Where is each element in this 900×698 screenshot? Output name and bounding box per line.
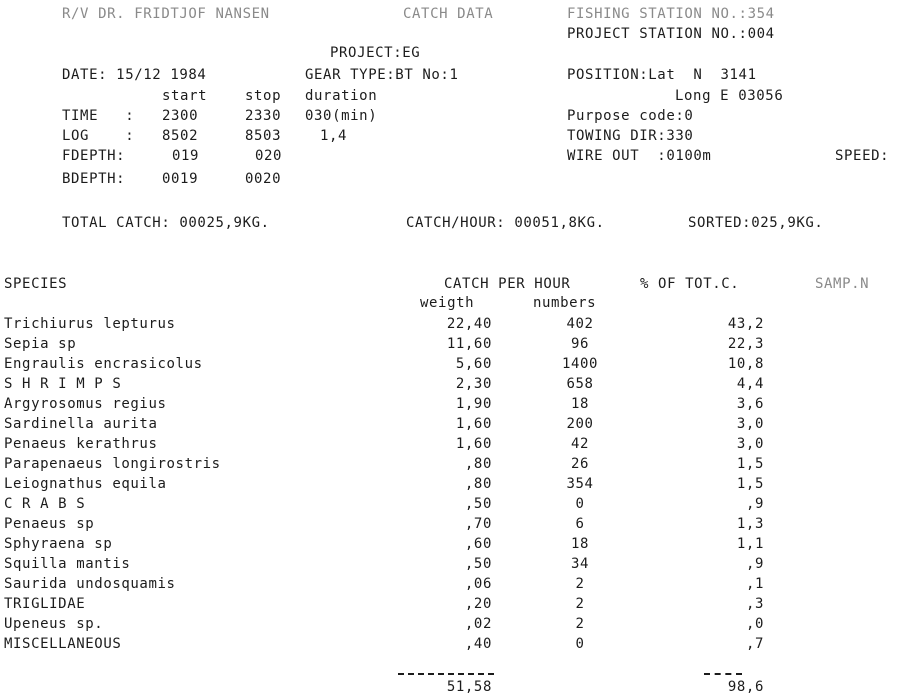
catch-numbers: 2 — [575, 596, 585, 612]
catch-numbers: 18 — [570, 536, 590, 552]
time-duration: 030(min) — [305, 108, 378, 124]
catch-weight: ,80 — [464, 456, 492, 472]
catch-per-hour-header: CATCH PER HOUR — [444, 276, 571, 292]
pct-of-total: 3,0 — [736, 416, 764, 432]
species-header: SPECIES — [4, 276, 68, 292]
project-station: PROJECT STATION NO.:004 — [567, 26, 775, 42]
stop-label: stop — [245, 88, 282, 104]
time-stop: 2330 — [245, 108, 282, 124]
bdepth-start: 0019 — [162, 171, 199, 187]
bdepth-stop: 0020 — [245, 171, 282, 187]
weight-sum: 51,58 — [446, 679, 492, 695]
catch-weight: ,50 — [464, 496, 492, 512]
species-name: Argyrosomus regius — [4, 396, 167, 412]
species-name: Sphyraena sp — [4, 536, 113, 552]
species-name: Parapenaeus longirostris — [4, 456, 221, 472]
catch-weight: 11,60 — [446, 336, 492, 352]
species-name: Penaeus sp — [4, 516, 95, 532]
catch-numbers: 0 — [575, 496, 585, 512]
pct-of-total: 4,4 — [736, 376, 764, 392]
catch-numbers: 354 — [566, 476, 594, 492]
weight-subheader: weigth — [420, 295, 475, 311]
pct-of-total: ,0 — [745, 616, 764, 632]
catch-numbers: 42 — [570, 436, 590, 452]
catch-per-hour: CATCH/HOUR: 00051,8KG. — [406, 215, 605, 231]
catch-numbers: 1400 — [561, 356, 599, 372]
vessel-name: R/V DR. FRIDTJOF NANSEN — [62, 6, 270, 22]
species-name: Saurida undosquamis — [4, 576, 176, 592]
wire-out: WIRE OUT :0100m — [567, 148, 712, 164]
species-name: Penaeus kerathrus — [4, 436, 158, 452]
catch-weight: 5,60 — [455, 356, 492, 372]
catch-numbers: 6 — [575, 516, 585, 532]
data-type: CATCH DATA — [403, 6, 494, 22]
pct-of-total: 3,0 — [736, 436, 764, 452]
species-name: Sepia sp — [4, 336, 77, 352]
catch-weight: 1,90 — [455, 396, 492, 412]
duration-label: duration — [305, 88, 378, 104]
bdepth-label: BDEPTH: — [62, 171, 126, 187]
project: PROJECT:EG — [330, 45, 421, 61]
catch-weight: 2,30 — [455, 376, 492, 392]
pct-sum: 98,6 — [727, 679, 764, 695]
species-name: TRIGLIDAE — [4, 596, 86, 612]
sample-header: SAMP.N — [815, 276, 870, 292]
pct-of-total: ,3 — [745, 596, 764, 612]
catch-numbers: 26 — [570, 456, 590, 472]
catch-weight: ,06 — [464, 576, 492, 592]
species-name: Sardinella aurita — [4, 416, 158, 432]
pct-of-total: 3,6 — [736, 396, 764, 412]
pct-sum-rule — [704, 673, 742, 675]
catch-weight: 1,60 — [455, 436, 492, 452]
catch-numbers: 18 — [570, 396, 590, 412]
log-stop: 8503 — [245, 128, 282, 144]
position-long: Long E 03056 — [675, 88, 784, 104]
pct-of-total: ,9 — [745, 496, 764, 512]
speed: SPEED: — [835, 148, 890, 164]
catch-numbers: 2 — [575, 576, 585, 592]
pct-header: % OF TOT.C. — [640, 276, 740, 292]
pct-of-total: 1,5 — [736, 476, 764, 492]
fdepth-stop: 020 — [255, 148, 283, 164]
catch-weight: ,20 — [464, 596, 492, 612]
pct-of-total: ,1 — [745, 576, 764, 592]
sorted-weight: SORTED:025,9KG. — [688, 215, 824, 231]
pct-of-total: 22,3 — [727, 336, 764, 352]
catch-numbers: 34 — [570, 556, 590, 572]
catch-numbers: 200 — [566, 416, 594, 432]
log-distance: 1,4 — [320, 128, 348, 144]
pct-of-total: 1,3 — [736, 516, 764, 532]
catch-weight: ,40 — [464, 636, 492, 652]
time-start: 2300 — [162, 108, 199, 124]
pct-of-total: 43,2 — [727, 316, 764, 332]
catch-weight: ,02 — [464, 616, 492, 632]
pct-of-total: 1,5 — [736, 456, 764, 472]
start-label: start — [162, 88, 208, 104]
catch-numbers: 96 — [570, 336, 590, 352]
pct-of-total: ,7 — [745, 636, 764, 652]
species-name: Squilla mantis — [4, 556, 131, 572]
catch-numbers: 2 — [575, 616, 585, 632]
fishing-station: FISHING STATION NO.:354 — [567, 6, 775, 22]
towing-dir: TOWING DIR:330 — [567, 128, 694, 144]
species-name: Leiognathus equila — [4, 476, 167, 492]
species-name: MISCELLANEOUS — [4, 636, 122, 652]
catch-weight: ,60 — [464, 536, 492, 552]
catch-weight: 22,40 — [446, 316, 492, 332]
species-name: Upeneus sp. — [4, 616, 104, 632]
catch-numbers: 0 — [575, 636, 585, 652]
pct-of-total: 10,8 — [727, 356, 764, 372]
time-label: TIME : — [62, 108, 135, 124]
catch-numbers: 402 — [566, 316, 594, 332]
position-lat: POSITION:Lat N 3141 — [567, 67, 757, 83]
log-start: 8502 — [162, 128, 199, 144]
catch-numbers: 658 — [566, 376, 594, 392]
numbers-subheader: numbers — [533, 295, 597, 311]
catch-weight: ,70 — [464, 516, 492, 532]
fdepth-start: 019 — [172, 148, 200, 164]
catch-weight: ,80 — [464, 476, 492, 492]
catch-weight: 1,60 — [455, 416, 492, 432]
gear-type: GEAR TYPE:BT No:1 — [305, 67, 459, 83]
pct-of-total: ,9 — [745, 556, 764, 572]
date: DATE: 15/12 1984 — [62, 67, 207, 83]
species-name: S H R I M P S — [4, 376, 122, 392]
species-name: C R A B S — [4, 496, 86, 512]
total-catch: TOTAL CATCH: 00025,9KG. — [62, 215, 270, 231]
weight-sum-rule — [398, 673, 494, 675]
log-label: LOG : — [62, 128, 135, 144]
pct-of-total: 1,1 — [736, 536, 764, 552]
catch-weight: ,50 — [464, 556, 492, 572]
purpose-code: Purpose code:0 — [567, 108, 694, 124]
species-name: Engraulis encrasicolus — [4, 356, 203, 372]
species-name: Trichiurus lepturus — [4, 316, 176, 332]
fdepth-label: FDEPTH: — [62, 148, 126, 164]
